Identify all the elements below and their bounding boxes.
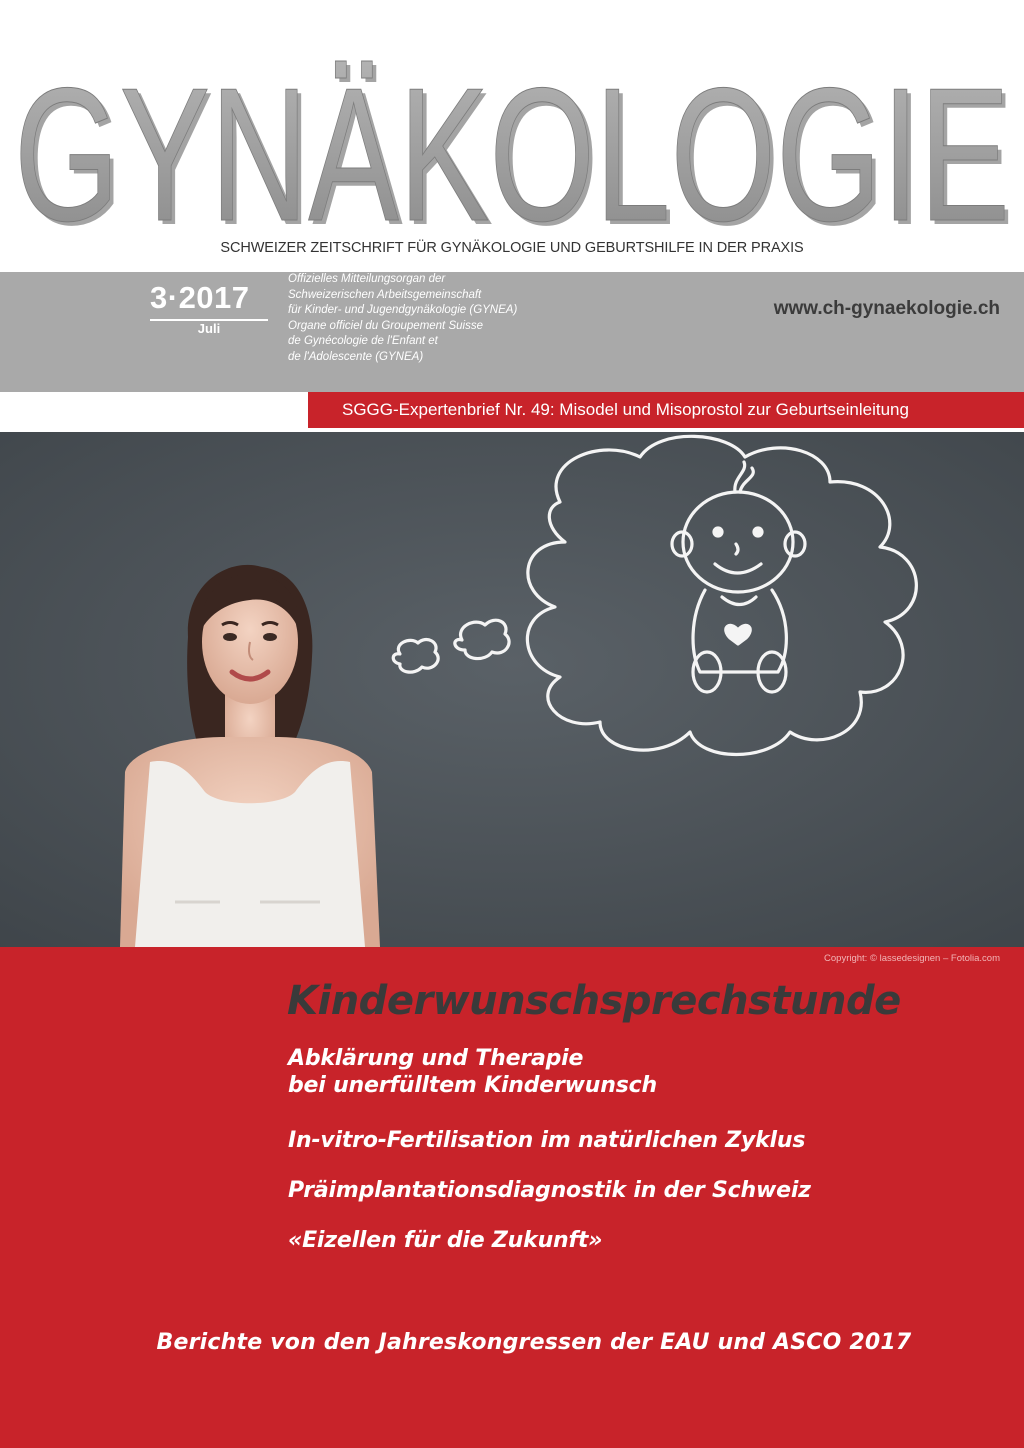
alert-text: SGGG-Expertenbrief Nr. 49: Misodel und Misoprostol zur Geburtseinleitung — [342, 400, 909, 419]
organ-line: für Kinder- und Jugendgynäkologie (GYNEA) — [288, 304, 518, 316]
photo-copyright: Copyright: © lassedesignen – Fotolia.com — [824, 953, 1000, 964]
website-link[interactable]: www.ch-gynaekologie.ch — [773, 298, 1000, 319]
magazine-subtitle: SCHWEIZER ZEITSCHRIFT FÜR GYNÄKOLOGIE UND GEBURTSHILFE IN DER PRAXIS — [220, 240, 804, 256]
magazine-title-text: GYNÄKOLOGIE — [14, 49, 1011, 261]
issue-month: Juli — [197, 321, 221, 336]
masthead — [0, 0, 1024, 272]
congress-report-line: Berichte von den Jahreskongressen der EAU und ASCO 2017 — [156, 1330, 912, 1355]
teaser-line: «Eizellen für die Zukunft» — [288, 1228, 603, 1253]
issue-number: 3·2017 — [150, 280, 250, 315]
organ-line: de Gynécologie de l'Enfant et — [288, 335, 438, 347]
cover-photo — [0, 432, 1024, 947]
organ-line: Schweizerischen Arbeitsgemeinschaft — [288, 288, 482, 301]
cover-story-panel — [0, 947, 1024, 1448]
teaser-line: In-vitro-Fertilisation im natürlichen Zyklus — [288, 1128, 806, 1153]
teaser-line: Präimplantationsdiagnostik in der Schweiz — [288, 1178, 811, 1203]
info-band — [0, 272, 1024, 392]
teaser-line: Abklärung und Therapie — [288, 1046, 584, 1071]
organ-line: de l'Adolescente (GYNEA) — [288, 350, 424, 363]
cover-illustration — [0, 432, 1024, 947]
official-organ-statement — [288, 272, 568, 365]
organ-line: Offizielles Mitteilungsorgan der — [288, 273, 446, 285]
organ-line: Organe officiel du Groupement Suisse — [288, 319, 483, 332]
exclamation-icon: ! — [284, 387, 297, 429]
cover-headline: Kinderwunschsprechstunde — [287, 978, 901, 1024]
teaser-line: bei unerfülltem Kinderwunsch — [288, 1073, 657, 1098]
magazine-title-shadow: GYNÄKOLOGIE — [18, 53, 1015, 265]
